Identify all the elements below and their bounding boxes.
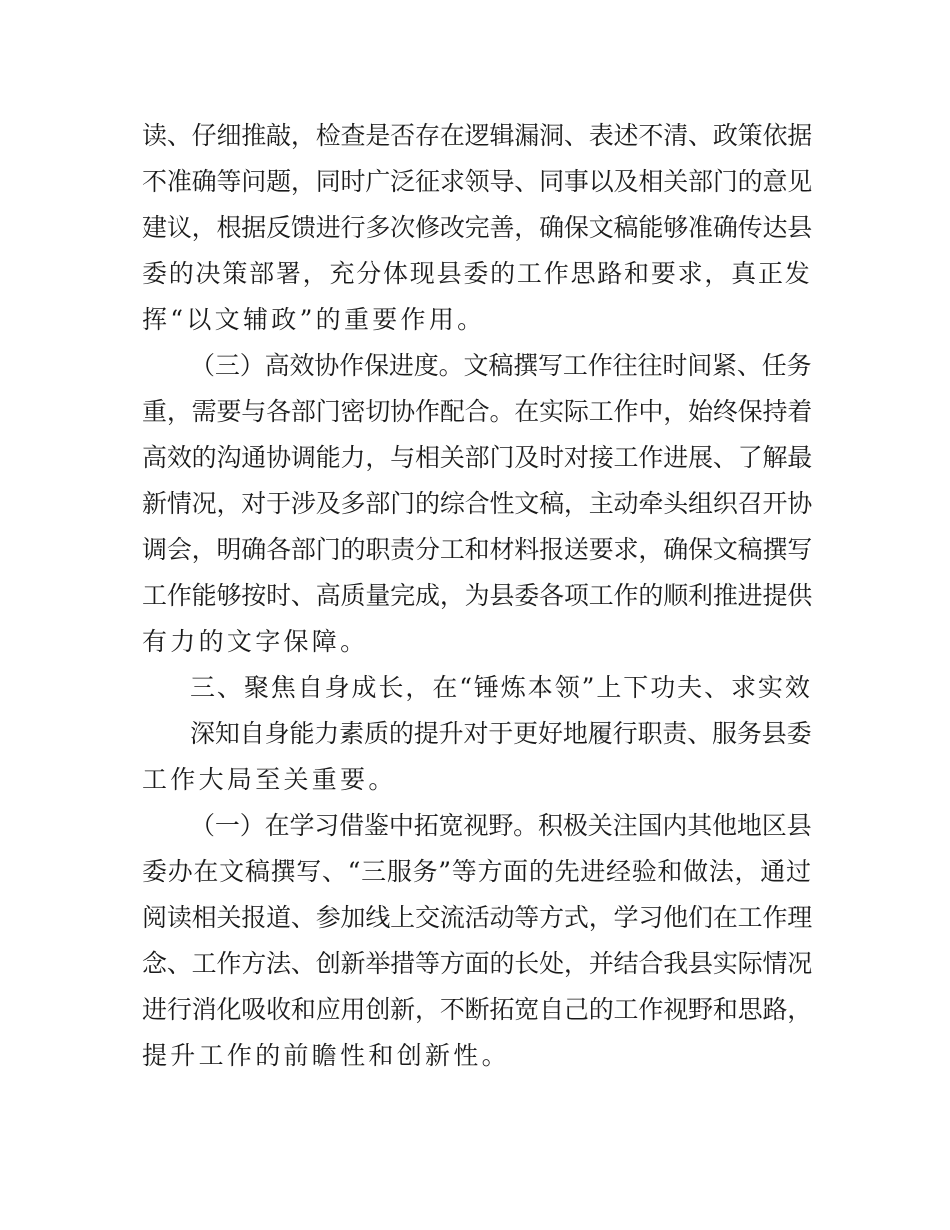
paragraph-line: 提升工作的前瞻性和创新性。 — [142, 1041, 510, 1070]
paragraph-line: 调会，明确各部门的职责分工和材料报送要求，确保文稿撰写 — [142, 535, 813, 564]
paragraph-line: 工作大局至关重要。 — [142, 765, 397, 794]
paragraph-line: 不准确等问题，同时广泛征求领导、同事以及相关部门的意见 — [142, 167, 813, 196]
paragraph-line: 阅读相关报道、参加线上交流活动等方式，学习他们在工作理 — [142, 903, 813, 932]
paragraph-line: 重，需要与各部门密切协作配合。在实际工作中，始终保持着 — [142, 397, 813, 426]
paragraph-line: 深知自身能力素质的提升对于更好地履行职责、服务县委 — [190, 719, 812, 748]
paragraph-line: 有力的文字保障。 — [142, 627, 369, 656]
paragraph-line: 念、工作方法、创新举措等方面的长处，并结合我县实际情况 — [142, 949, 813, 978]
paragraph-line: 进行消化吸收和应用创新，不断拓宽自己的工作视野和思路， — [142, 995, 813, 1024]
paragraph-line: 工作能够按时、高质量完成，为县委各项工作的顺利推进提供 — [142, 581, 813, 610]
section-heading-1: （一）在学习借鉴中拓宽视野。积极关注国内其他地区县 — [190, 811, 812, 840]
paragraph-line: 新情况，对于涉及多部门的综合性文稿，主动牵头组织召开协 — [142, 489, 813, 518]
paragraph-line: 建议，根据反馈进行多次修改完善，确保文稿能够准确传达县 — [142, 213, 813, 242]
paragraph-line: 读、仔细推敲，检查是否存在逻辑漏洞、表述不清、政策依据 — [142, 121, 813, 150]
section-heading-3: （三）高效协作保进度。文稿撰写工作往往时间紧、任务 — [190, 351, 812, 380]
paragraph-line: 委办在文稿撰写、“三服务”等方面的先进经验和做法，通过 — [142, 857, 812, 886]
paragraph-line: 委的决策部署，充分体现县委的工作思路和要求，真正发 — [142, 259, 812, 288]
chapter-heading: 三、聚焦自身成长，在“锤炼本领”上下功夫、求实效 — [190, 673, 812, 702]
paragraph-line: 高效的沟通协调能力，与相关部门及时对接工作进展、了解最 — [142, 443, 813, 472]
paragraph-line: 挥“以文辅政”的重要作用。 — [142, 305, 486, 334]
